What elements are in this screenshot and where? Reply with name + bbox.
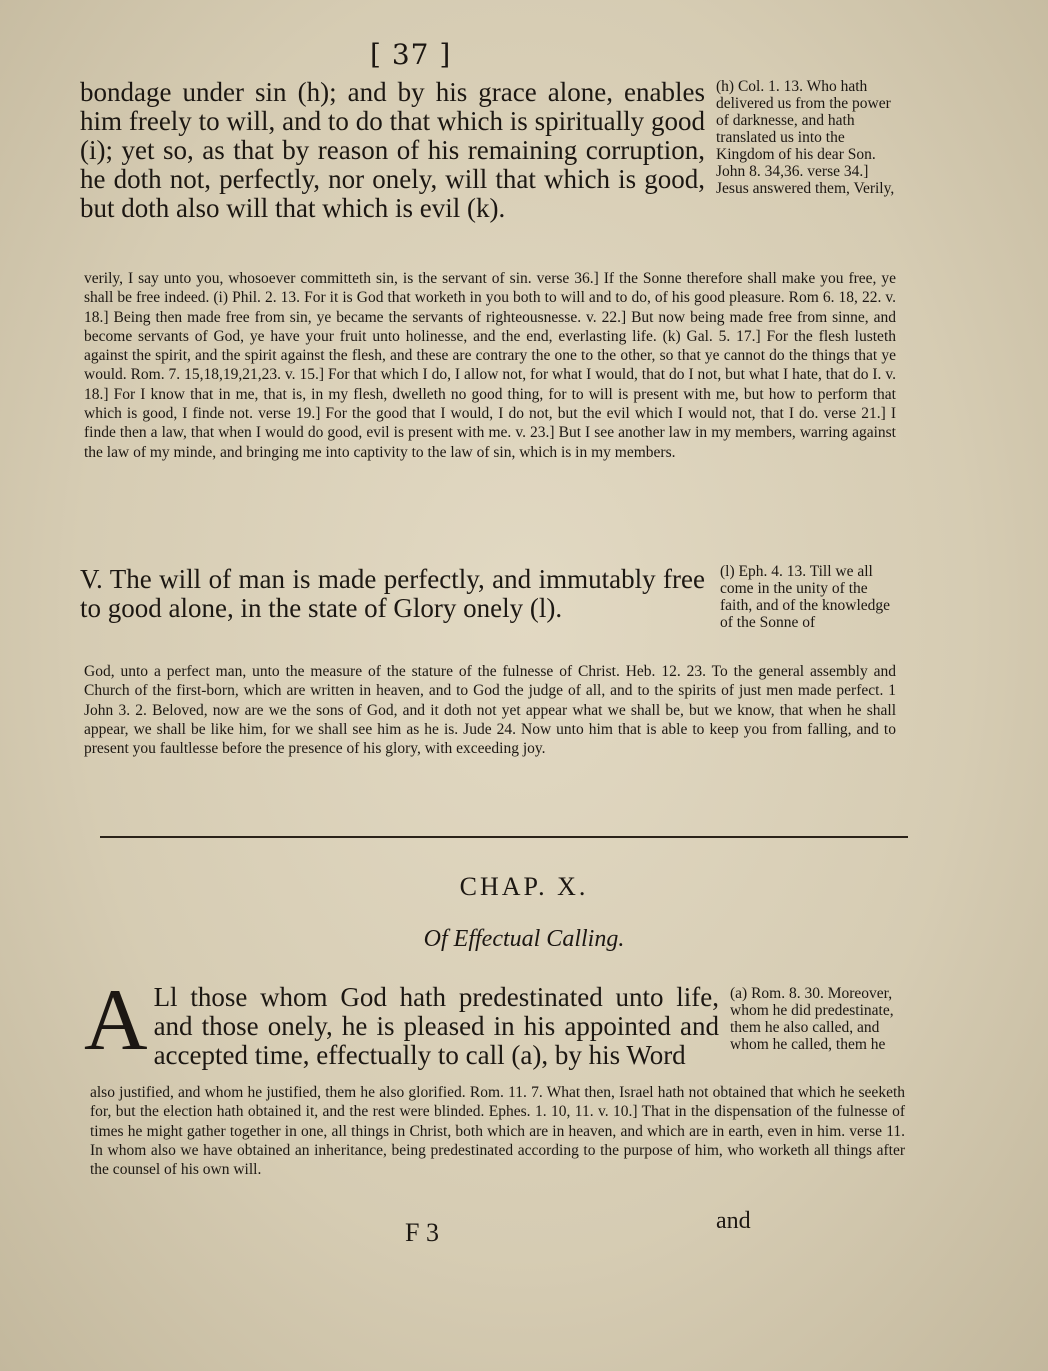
margin-note: (l) Eph. 4. 13. Till we all come in the unity of the faith, and of the knowledge of the Sonne of	[720, 563, 891, 631]
footnote-block: God, unto a perfect man, unto the measure of the stature of the fulnesse of Christ. Heb. 12. 23. To the general assembly and Church of the first-born, which are written in heaven, and to God the judge of all, and to the spirits of just men made perfect. 1 John 3. 2. Beloved, now are we the sons of God, and it doth not yet appear what we shall be, but we know, that when he shall appear, we shall be like him, for we shall see him as he is. Jude 24. Now unto him that is able to keep you from falling, and to present you faultlesse before the presence of his glory, with exceeding joy.	[84, 663, 896, 758]
margin-note: (a) Rom. 8. 30. Moreover, whom he did predestinate, them he also called, and whom he called, them he	[730, 985, 894, 1053]
footnote-block: also justified, and whom he justified, them he also glorified. Rom. 11. 7. What then, Israel hath not obtained that which he seeketh for, but the election hath obtained it, and the rest were blinded. Ephes. 1. 10, 11. v. 10.] That in the dispensation of the fulnesse of times he might gather together in one, all things in Christ, both which are in heaven, and which are in earth, even in him. verse 11. In whom also we have obtained an inheritance, being predestinated according to the purpose of him, who worketh all things after the counsel of his own will.	[90, 1084, 905, 1179]
footnote-block: verily, I say unto you, whosoever committeth sin, is the servant of sin. verse 36.] If the Sonne therefore shall make you free, ye shall be free indeed. (i) Phil. 2. 13. For it is God that worketh in you both to will and to do, of his good pleasure. Rom 6. 18, 22. v. 18.] Being then made free from sin, ye became the servants of righteousnesse. v. 22.] But now being made free from sinne, and become servants of God, ye have your fruit unto holinesse, and the end, everlasting life. (k) Gal. 5. 17.] For the flesh lusteth against the spirit, and the spirit against the flesh, and these are contrary the one to the other, so that ye cannot do the things that ye would. Rom. 7. 15,18,19,21,23. v. 15.] For that which I do, I allow not, for what I would, that do I not, but what I hate, that do I. v. 18.] For I know that in me, that is, in my flesh, dwelleth no good thing, for to will is present with me, but how to perform that which is good, I finde not. verse 19.] For the good that I would, I do not, but the evil which I would not, that I do. verse 21.] I finde then a law, that when I would do good, evil is present with me. v. 23.] But I see another law in my members, warring against the law of my minde, and bringing me into captivity to the law of sin, which is in my members.	[84, 270, 896, 461]
chapter-subtitle: Of Effectual Calling.	[423, 926, 625, 952]
chapter-title: CHAP. X.	[459, 872, 589, 901]
chapter-paragraph	[84, 972, 719, 1070]
signature-mark: F 3	[405, 1218, 439, 1247]
chapter-text: Ll those whom God hath predestinated unto life, and those onely, he is pleased in his appointed and accepted time, effectually to call (a), by his Word	[153, 982, 719, 1070]
drop-cap: A	[84, 972, 148, 1069]
page-number: [ 37 ]	[370, 38, 452, 71]
catchword: and	[716, 1208, 751, 1234]
margin-note: (h) Col. 1. 13. Who hath delivered us from the power of darknesse, and hath translated us into the Kingdom of his dear Son. John 8. 34,36. verse 34.] Jesus answered them, Verily,	[716, 78, 895, 197]
article-text: bondage under sin (h); and by his grace alone, enables him freely to will, and to do that which is spiritually good (i); yet so, as that by reason of his remaining corruption, he doth not, perfectly, nor onely, will that which is good, but doth also will that which is evil (k).	[80, 77, 705, 223]
section-divider	[100, 836, 908, 838]
article-text: V. The will of man is made perfectly, and immutably free to good alone, in the state of Glory onely (l).	[80, 564, 705, 623]
